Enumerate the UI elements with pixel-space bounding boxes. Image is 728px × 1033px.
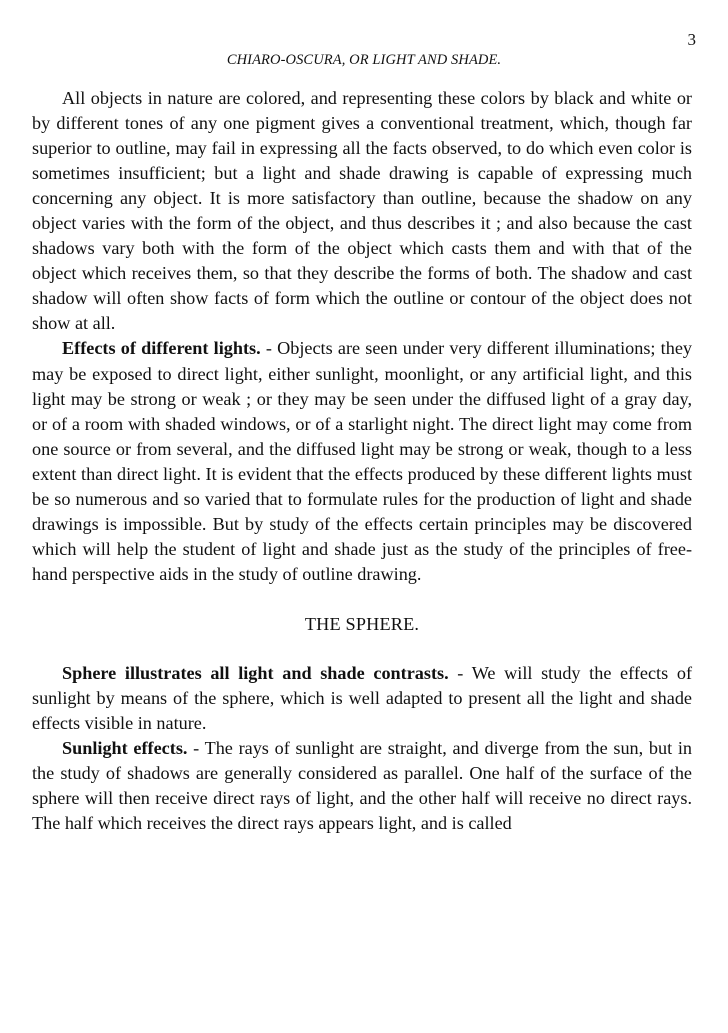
paragraph-sunlight-text: - The rays of sunlight are straight, and diverge from the sun, but in the study of shadows are generally considered as parallel. One half of the surface of the sphere will then receive direct rays of light, and the other half will receive no direct rays. The half which receives the direct rays appears light, and is called	[32, 738, 693, 834]
page-number: 3	[687, 30, 696, 49]
section-heading: THE SPHERE.	[304, 613, 420, 634]
paragraph-intro-text: All objects in nature are colored, and representing these colors by black and white or by different tones of any one pigment gives a conventional treatment, which, though far superior to outline, may fail in expressing all the facts observed, to do which even color is sometimes insufficient; but a light and shade drawing is capable of expressing much concerning any object. It is more satisfactory than outline, because the shadow on any object varies with the form of the object, and thus describes it ; and also because the cast shadows vary both with the form of the object which casts them and with that of the object which receives them, so that they describe the forms of both. The shadow and cast shadow will often show facts of form which the outline or contour of the object does not show at all.	[32, 88, 692, 334]
paragraph-sphere-heading: Sphere illustrates all light and shade contrasts.	[62, 662, 449, 683]
paragraph-intro	[32, 86, 692, 336]
paragraph-sphere-text: - We will study the effects of sunlight by means of the sphere, which is well adapted to present all the light and shade effects visible in nature.	[32, 662, 693, 734]
paragraph-sunlight-heading: Sunlight effects.	[62, 738, 188, 759]
paragraph-sunlight	[32, 736, 692, 836]
paragraph-sphere	[32, 661, 692, 736]
running-head: CHIARO-OSCURA, OR LIGHT AND SHADE.	[226, 52, 502, 68]
paragraph-effects-of-lights	[32, 336, 692, 586]
paragraph-effects-heading: Effects of different lights.	[62, 338, 261, 359]
body-text	[32, 86, 692, 836]
paragraph-effects-text: - Objects are seen under very different illuminations; they may be exposed to direct light, either sunlight, moonlight, or any artificial light, and this light may be strong or weak ; or they may be seen under the diffused light of a gray day, or of a room with shaded windows, or of a starlight night. The direct light may come from one source or from several, and the diffused light may be strong or weak, though to a less extent than direct light. It is evident that the effects produced by these different lights must be so numerous and so varied that to formulate rules for the production of light and shade drawings is impossible. But by study of the effects certain principles may be discovered which will help the student of light and shade just as the study of the principles of free-hand perspective aids in the study of outline drawing.	[32, 338, 692, 584]
